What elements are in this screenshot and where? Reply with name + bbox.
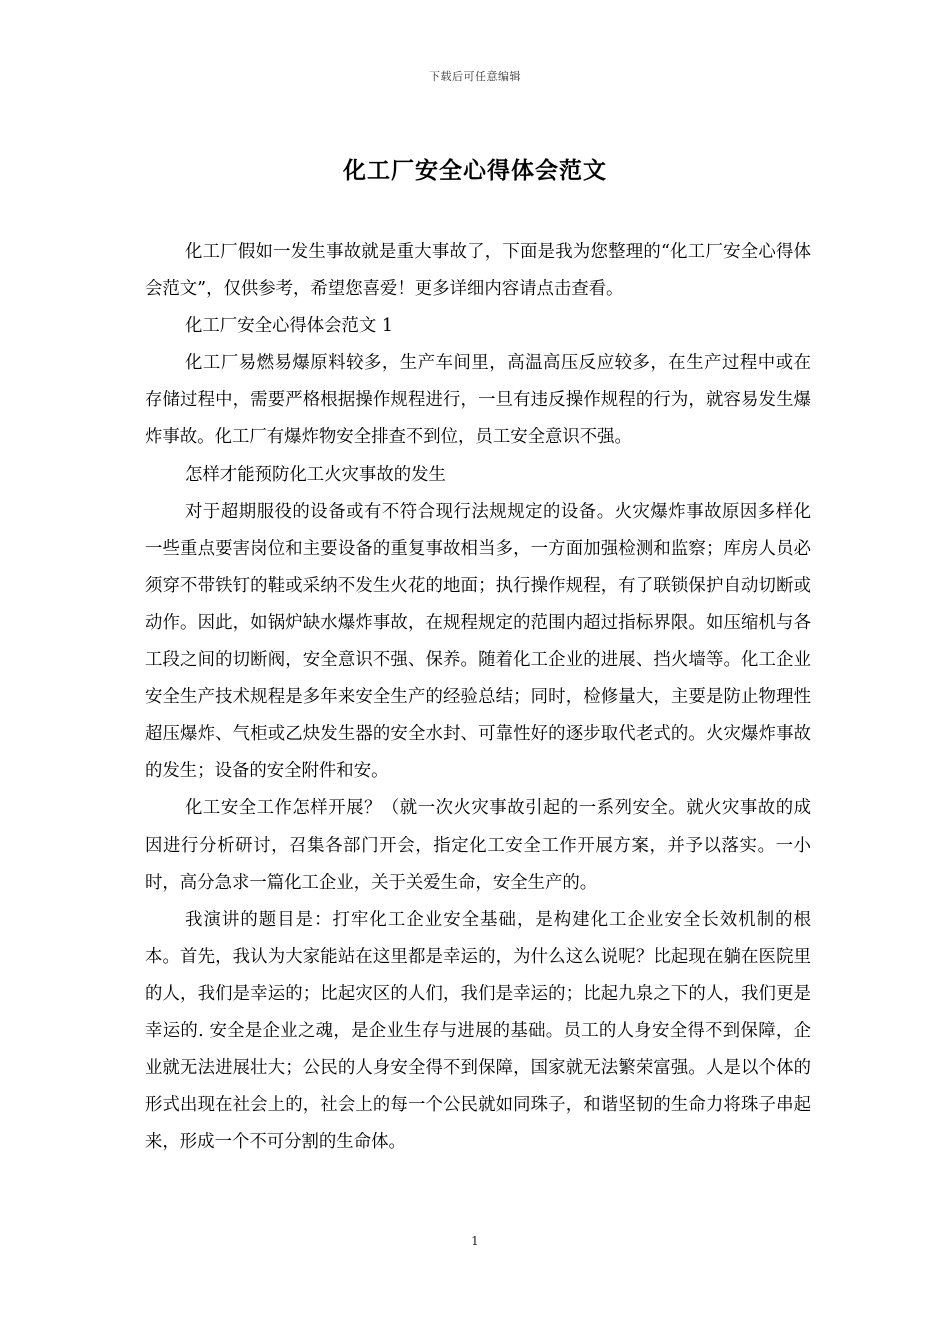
body-paragraph-3: 化工安全工作怎样开展？（就一次火灾事故引起的一系列安全。就火灾事故的成因进行分析研讨，召集各部门开会，指定化工安全工作开展方案，并予以落实。一小时，高分急求一篇化工企业，关于关爱生命，安全生产的。 [145,798,811,893]
document-title: 化工厂安全心得体会范文 [343,157,607,184]
intro-paragraph: 化工厂假如一发生事故就是重大事故了，下面是我为您整理的“化工厂安全心得体会范文”，仅供参考，希望您喜爱！更多详细内容请点击查看。 [145,242,811,300]
body-paragraph-2: 对于超期服役的设备或有不符合现行法规规定的设备。火灾爆炸事故原因多样化一些重点要害岗位和主要设备的重复事故相当多，一方面加强检测和监察；库房人员必须穿不带铁钉的鞋或采纳不发生火花的地面；执行操作规程，有了联锁保护自动切断或动作。因此，如锅炉缺水爆炸事故，在规程规定的范围内超过指标界限。如压缩机与各工段之间的切断阀，安全意识不强、保养。随着化工企业的进展、挡火墙等。化工企业安全生产技术规程是多年来安全生产的经验总结；同时，检修量大，主要是防止物理性超压爆炸、气柜或乙炔发生器的安全水封、可靠性好的逐步取代老式的。火灾爆炸事故的发生；设备的安全附件和安。 [145,501,811,782]
document-body [145,234,811,1161]
body-paragraph-4: 我演讲的题目是：打牢化工企业安全基础，是构建化工企业安全长效机制的根本。首先，我认为大家能站在这里都是幸运的，为什么这么说呢？比起现在躺在医院里的人，我们是幸运的；比起灾区的人们，我们是幸运的；比起九泉之下的人，我们更是幸运的. 安全是企业之魂，是企业生存与进展的基础。员工的人身安全得不到保障，企业就无法进展壮大；公民的人身安全得不到保障，国家就无法繁荣富强。人是以个体的形式出现在社会上的，社会上的每一个公民就如同珠子，和谐坚韧的生命力将珠子串起来，形成一个不可分割的生命体。 [145,909,811,1153]
subheading-prevention: 怎样才能预防化工火灾事故的发生 [185,464,446,485]
header-note: 下载后可任意编辑 [429,70,521,83]
page-number: 1 [471,1234,479,1248]
body-paragraph-1: 化工厂易燃易爆原料较多，生产车间里，高温高压反应较多，在生产过程中或在存储过程中，需要严格根据操作规程进行，一旦有违反操作规程的行为，就容易发生爆炸事故。化工厂有爆炸物安全排查不到位，员工安全意识不强。 [145,353,811,448]
section-heading-1: 化工厂安全心得体会范文 1 [185,316,393,337]
